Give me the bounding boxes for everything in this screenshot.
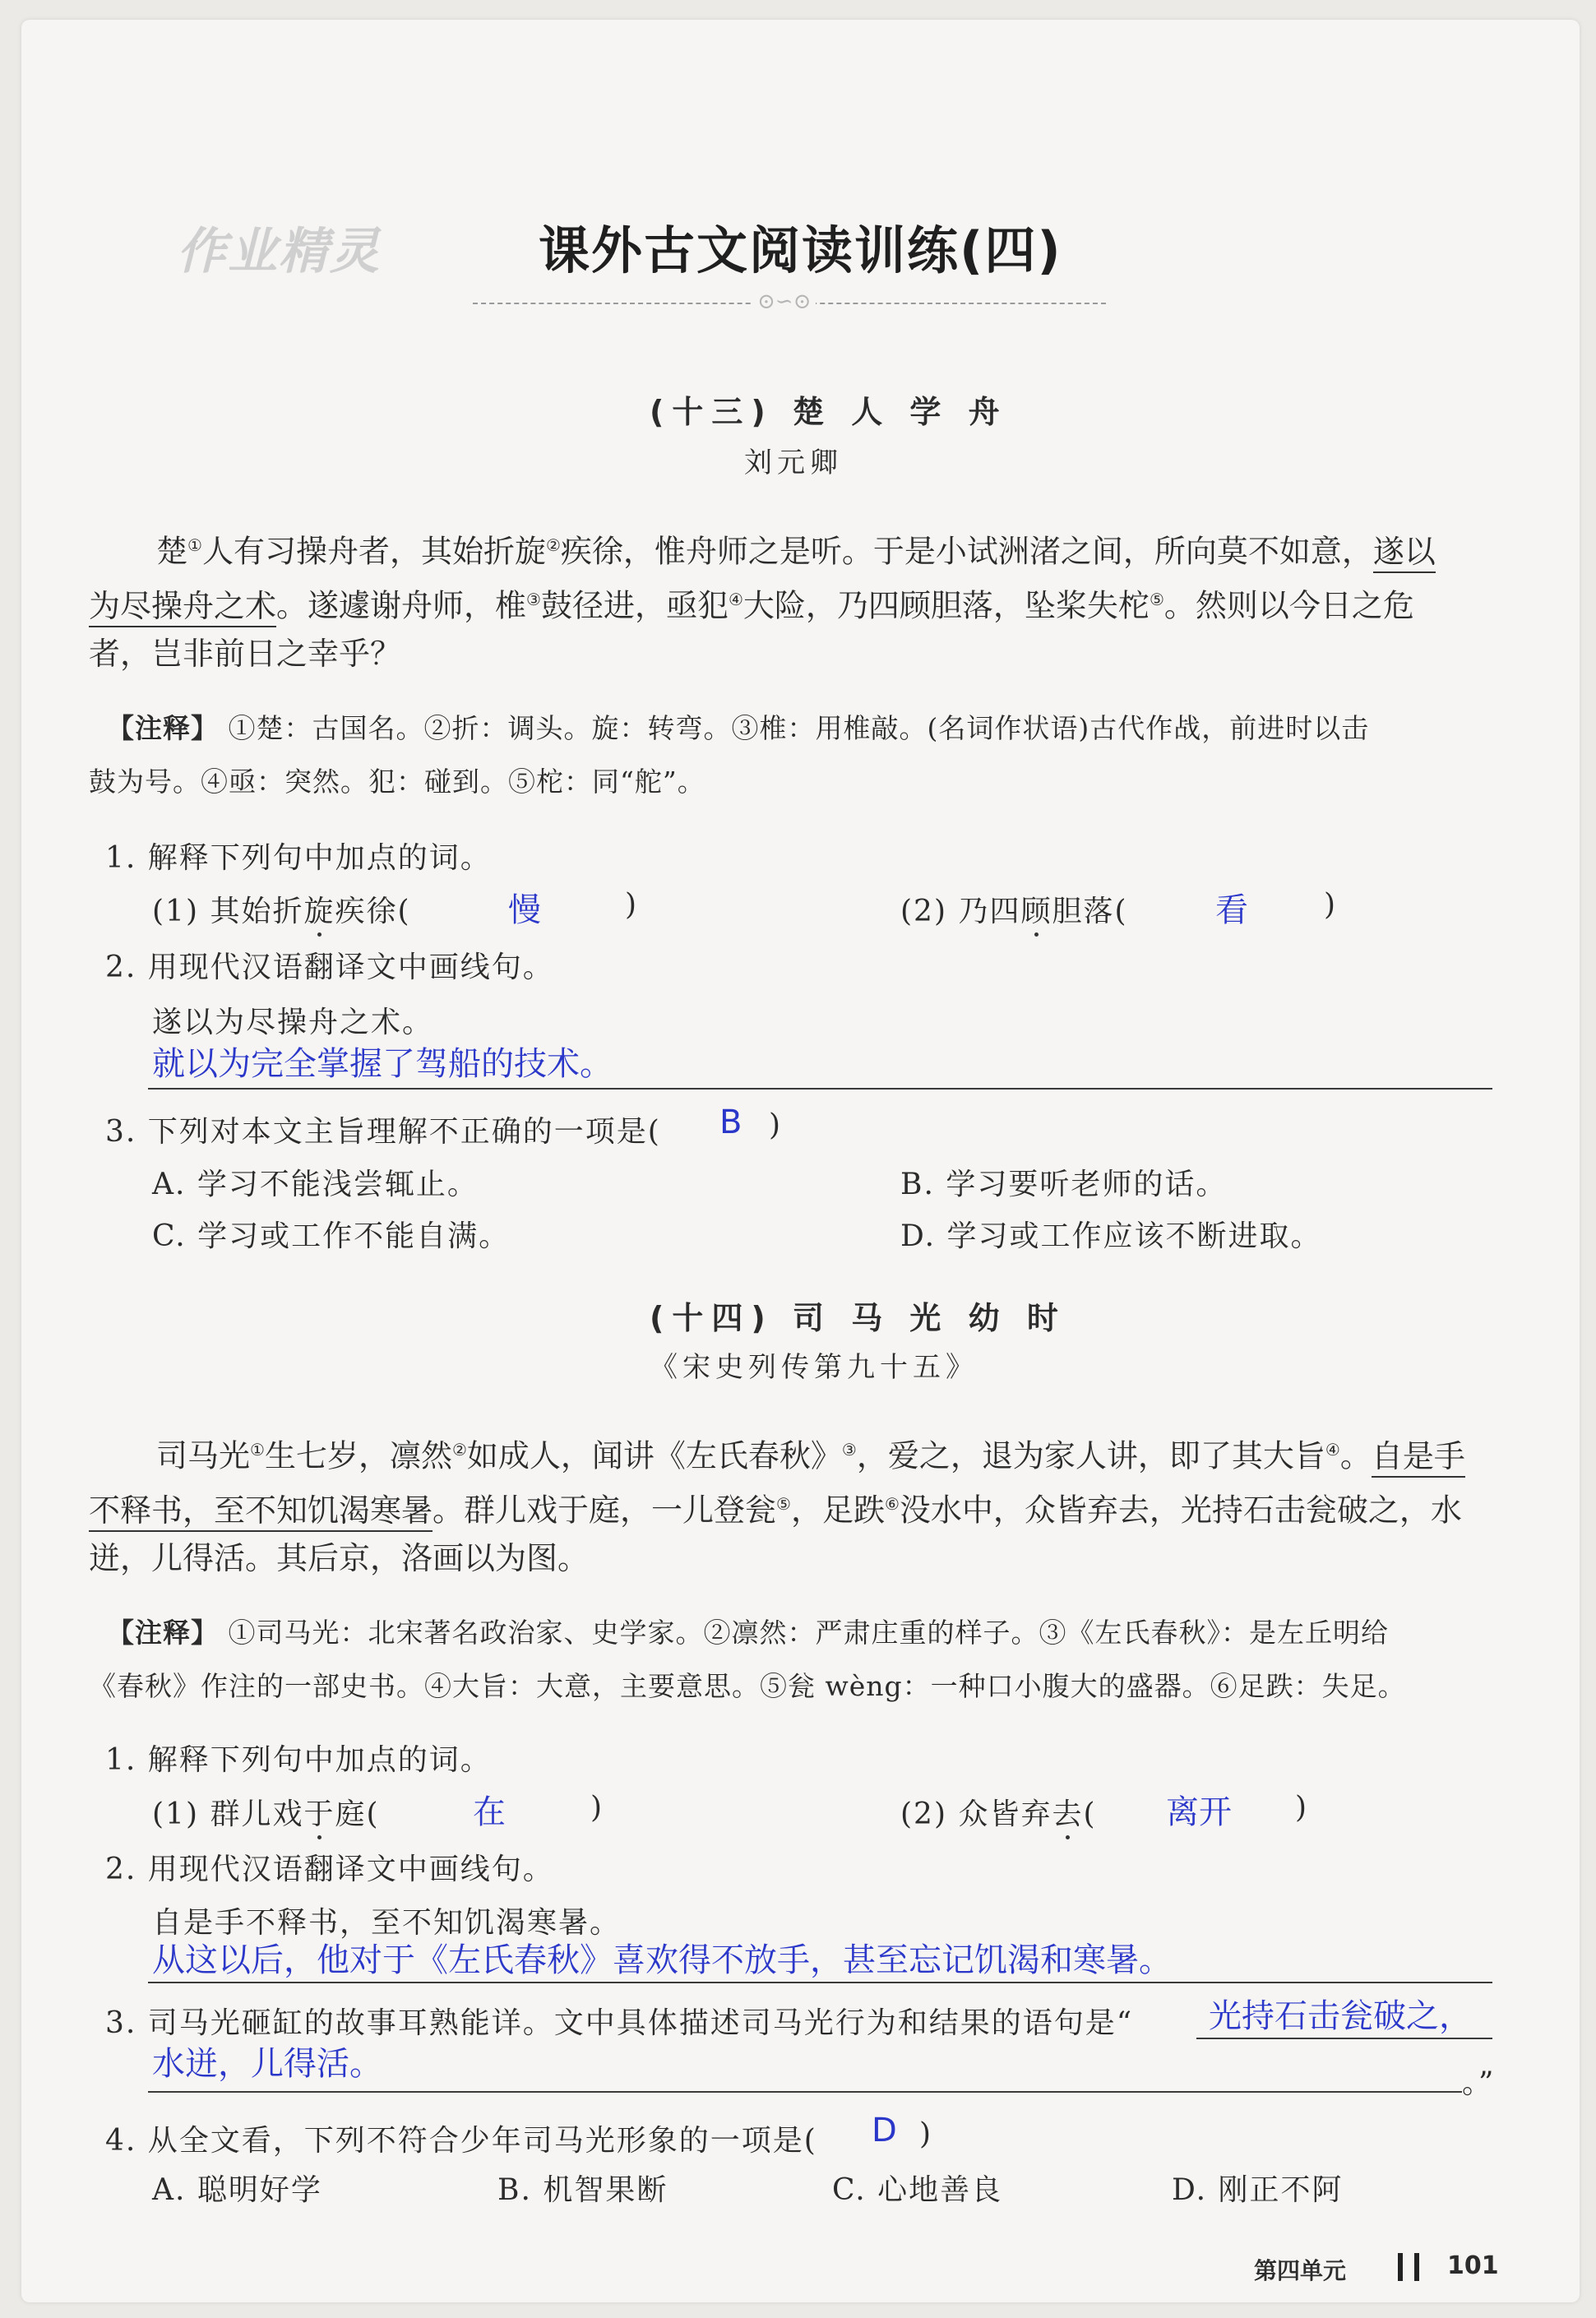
s14-q4-stem: 4. 从全文看，下列不符合少年司马光形象的一项是(	[105, 2124, 817, 2158]
dotted-word: 顾	[1020, 895, 1052, 928]
underlined-sentence-part2: 为尽操舟之术	[89, 588, 276, 627]
section14-passage-line1: 司马光①生七岁，凛然②如成人，闻讲《左氏春秋》③，爱之，退为家人讲，即了其大旨④。自是手	[156, 1423, 1465, 1483]
s14-q4-option-a: A. 聪明好学	[152, 2173, 322, 2207]
s14-q4-option-d: D. 刚正不阿	[1172, 2173, 1344, 2207]
page-title: 课外古文阅读训练(四)	[539, 220, 1062, 280]
section14-notes-line1: 【注释】 ①司马光：北宋著名政治家、史学家。②凛然：严肃庄重的样子。③《左氏春秋》：是左丘明给	[107, 1617, 1389, 1649]
s13-q3-option-c: C. 学习或工作不能自满。	[152, 1219, 511, 1253]
s14-q4-option-c: C. 心地善良	[832, 2173, 1003, 2207]
section14-title: (十四) 司 马 光 幼 时	[650, 1300, 1066, 1336]
s14-q1-b-close: )	[1295, 1791, 1309, 1825]
s13-q2-answer: 就以为完全掌握了驾船的技术。	[152, 1045, 613, 1083]
section13-notes-line1: 【注释】 ①楚：古国名。②折：调头。旋：转弯。③椎：用椎敲。(名词作状语)古代作战，前进时以击	[107, 712, 1370, 744]
dotted-word: 去	[1052, 1797, 1084, 1831]
s13-q3-option-a: A. 学习不能浅尝辄止。	[152, 1168, 479, 1201]
footer-divider	[1414, 2253, 1419, 2281]
footer-unit-label: 第四单元	[1254, 2257, 1347, 2284]
section13-passage-line2: 为尽操舟之术。遂遽谢舟师，椎③鼓径进，亟犯④大险，乃四顾胆落，坠桨失柁⑤。然则以今日之危	[89, 572, 1414, 633]
section13-title: (十三) 楚 人 学 舟	[650, 394, 1008, 430]
dotted-word: 旋	[303, 895, 335, 928]
s14-q3-stem: 3. 司马光砸缸的故事耳熟能详。文中具体描述司马光行为和结果的语句是“	[105, 2006, 1134, 2040]
s14-q4-option-b: B. 机智果断	[497, 2173, 668, 2207]
s13-q1-b-answer: 看	[1215, 891, 1248, 929]
underlined-sentence-part1: 遂以	[1373, 534, 1436, 573]
s13-q1-a: (1) 其始折旋疾徐(	[152, 895, 411, 928]
section13-passage-line1: 楚①人有习操舟者，其始折旋②疾徐，惟舟师之是听。于是小试洲渚之间，所向莫不如意，遂以	[156, 518, 1436, 579]
s13-q2-stem: 2. 用现代汉语翻译文中画线句。	[105, 951, 554, 984]
s13-q3-answer: B	[719, 1103, 742, 1141]
s14-q1-a-answer: 在	[473, 1793, 506, 1831]
s14-q2-stem: 2. 用现代汉语翻译文中画线句。	[105, 1853, 554, 1886]
answer-line	[148, 1088, 1492, 1090]
notes-label: 【注释】	[107, 712, 219, 744]
s13-q3-close: )	[769, 1108, 783, 1142]
s14-q4-answer: D	[872, 2112, 897, 2149]
page-number: 101	[1447, 2251, 1499, 2280]
footer-divider	[1398, 2253, 1403, 2281]
s14-q2-answer: 从这以后，他对于《左氏春秋》喜欢得不放手，甚至忘记饥渴和寒暑。	[152, 1941, 1172, 1979]
s14-q3-close: 。”	[1462, 2066, 1496, 2100]
watermark-logo: 作业精灵	[177, 223, 381, 280]
answer-line	[1196, 2038, 1492, 2039]
s14-q1-b: (2) 众皆弃去(	[900, 1797, 1097, 1831]
section13-passage-line3: 者，岂非前日之幸乎？	[89, 636, 402, 672]
s14-q1-a: (1) 群儿戏于庭(	[152, 1797, 380, 1831]
answer-line	[148, 1982, 1492, 1983]
underlined-sentence-part2: 不释书，至不知饥渴寒暑	[89, 1492, 433, 1532]
dotted-word: 于	[303, 1797, 335, 1831]
s13-q3-option-b: B. 学习要听老师的话。	[900, 1168, 1228, 1201]
section14-notes-line2: 《春秋》作注的一部史书。④大旨：大意，主要意思。⑤瓮 wèng：一种口小腹大的盛器。⑥足跌：失足。	[89, 1670, 1406, 1702]
underlined-sentence-part1: 自是手	[1372, 1438, 1465, 1478]
s13-q3-option-d: D. 学习或工作应该不断进取。	[900, 1219, 1322, 1253]
s13-q1-a-close: )	[625, 888, 639, 922]
s13-q1-a-answer: 慢	[508, 891, 541, 929]
notes-label: 【注释】	[107, 1617, 219, 1649]
answer-line	[148, 2091, 1462, 2093]
section14-source: 《宋史列传第九十五》	[650, 1351, 978, 1384]
s13-q3-stem: 3. 下列对本文主旨理解不正确的一项是(	[105, 1115, 661, 1149]
s13-q1-b-close: )	[1324, 888, 1338, 922]
s14-q1-b-answer: 离开	[1166, 1793, 1232, 1831]
s14-q3-answer-line2: 水迸，儿得活。	[152, 2045, 382, 2083]
s13-q2-sentence: 遂以为尽操舟之术。	[152, 1006, 434, 1039]
s13-q1-stem: 1. 解释下列句中加点的词。	[105, 841, 492, 875]
section13-notes-line2: 鼓为号。④亟：突然。犯：碰到。⑤柁：同“舵”。	[89, 766, 705, 798]
section14-passage-line3: 迸，儿得活。其后京，洛画以为图。	[89, 1540, 590, 1576]
s13-q1-b: (2) 乃四顾胆落(	[900, 895, 1128, 928]
title-ornament: ⊙∽⊙	[752, 289, 816, 314]
s14-q1-stem: 1. 解释下列句中加点的词。	[105, 1743, 492, 1777]
s14-q4-close: )	[919, 2117, 933, 2151]
section14-passage-line2: 不释书，至不知饥渴寒暑。群儿戏于庭，一儿登瓮⑤，足跌⑥没水中，众皆弃去，光持石击瓮破之，水	[89, 1477, 1462, 1538]
s14-q2-sentence: 自是手不释书，至不知饥渴寒暑。	[152, 1906, 622, 1940]
s14-q1-a-close: )	[590, 1791, 604, 1825]
section13-author: 刘元卿	[744, 446, 843, 479]
s14-q3-answer-line1: 光持石击瓮破之，	[1209, 1997, 1472, 2035]
